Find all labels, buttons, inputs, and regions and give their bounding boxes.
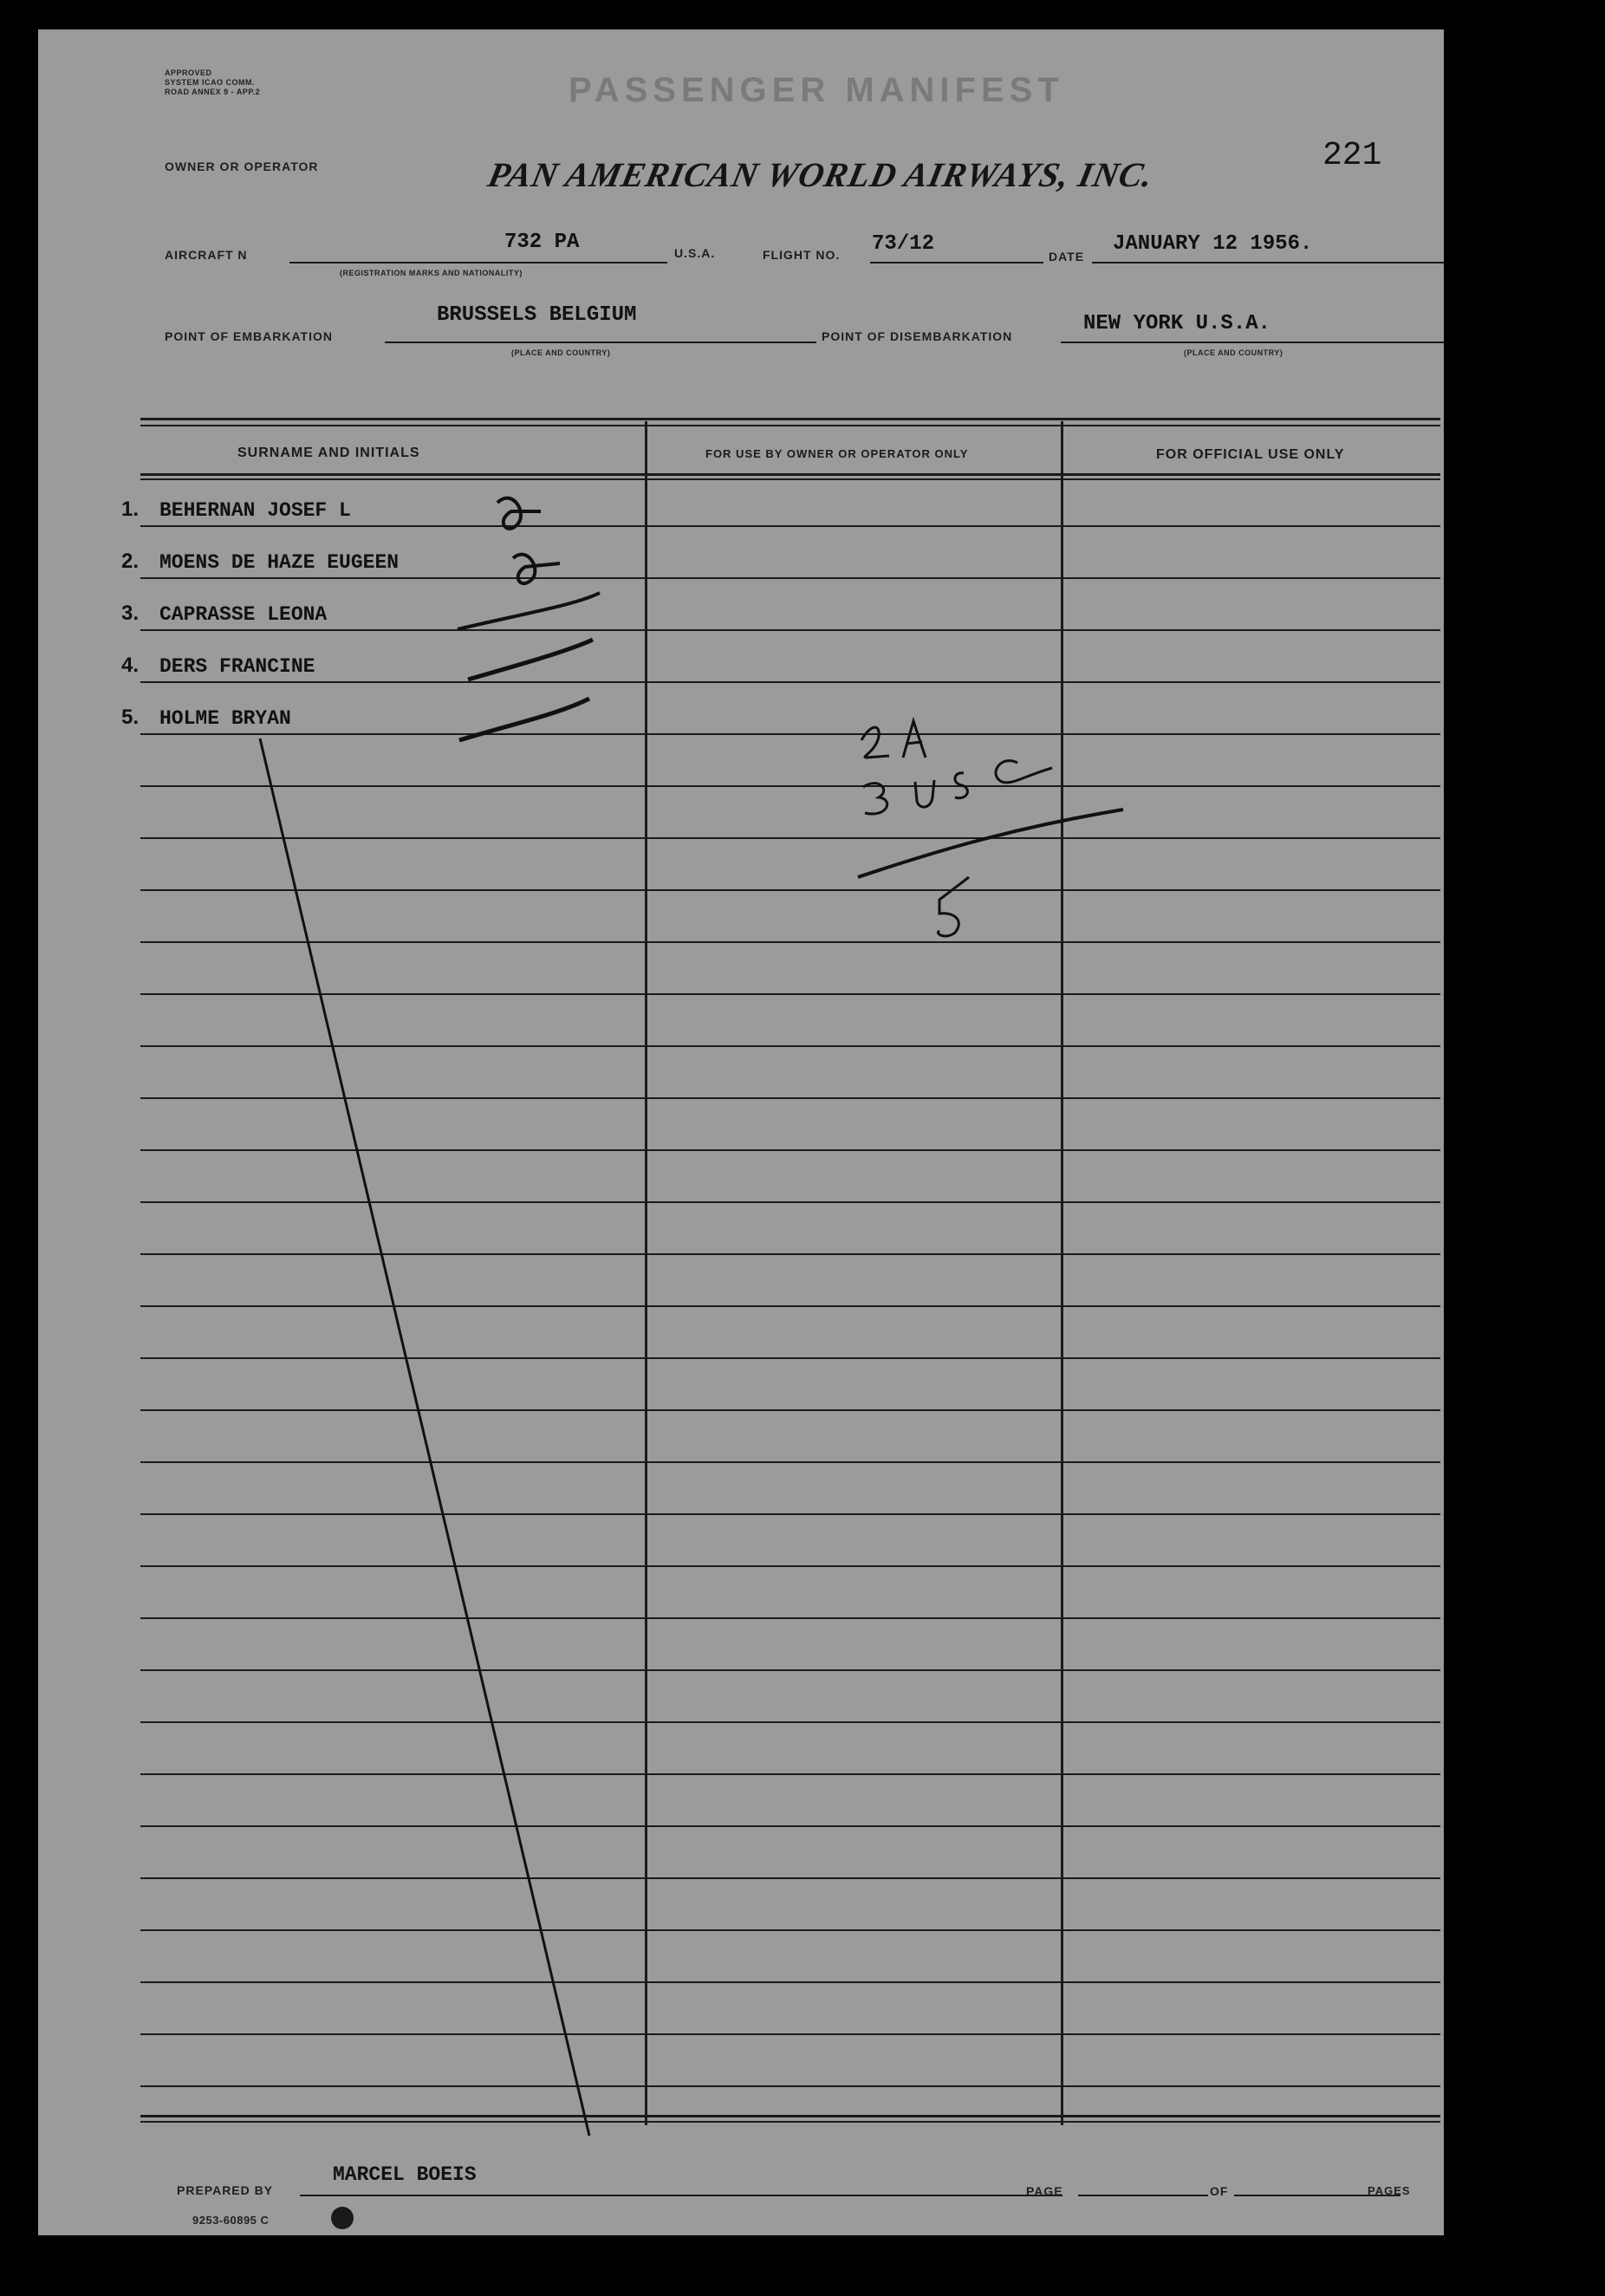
tally-s xyxy=(955,773,967,798)
disembark-value: NEW YORK U.S.A. xyxy=(1083,312,1271,335)
tally-total-five xyxy=(939,877,969,936)
tally-three xyxy=(863,784,887,814)
disembark-sublabel: (PLACE AND COUNTRY) xyxy=(1184,348,1283,357)
prepared-label: PREPARED BY xyxy=(177,2183,274,2197)
passenger-name: DERS FRANCINE xyxy=(159,655,315,678)
check-stroke-row4 xyxy=(468,640,593,680)
embark-value: BRUSSELS BELGIUM xyxy=(437,303,637,327)
pages-label: PAGES xyxy=(1368,2184,1411,2197)
approval-line: SYSTEM ICAO COMM. xyxy=(165,78,256,87)
page-label: PAGE xyxy=(1026,2184,1063,2198)
owner-label: OWNER OR OPERATOR xyxy=(165,159,319,173)
form-title: PASSENGER MANIFEST xyxy=(569,71,1064,109)
handwriting-overlay xyxy=(38,29,1444,2235)
embark-sublabel: (PLACE AND COUNTRY) xyxy=(511,348,611,357)
flight-label: FLIGHT NO. xyxy=(763,248,841,262)
owner-value: PAN AMERICAN WORLD AIRWAYS, INC. xyxy=(484,155,1158,194)
disembark-label: POINT OF DISEMBARKATION xyxy=(822,329,1013,343)
check-stroke-row5 xyxy=(459,699,589,740)
handwritten-mark-row1 xyxy=(497,498,541,529)
date-label: DATE xyxy=(1049,250,1085,263)
date-value: JANUARY 12 1956. xyxy=(1113,232,1313,256)
tally-underline xyxy=(858,810,1123,877)
check-stroke-row3 xyxy=(458,593,600,629)
of-label: OF xyxy=(1210,2184,1229,2198)
tally-two xyxy=(861,727,889,758)
column-header-owner-use: FOR USE BY OWNER OR OPERATOR ONLY xyxy=(705,447,969,460)
passenger-name: HOLME BRYAN xyxy=(159,707,291,730)
passenger-name: CAPRASSE LEONA xyxy=(159,603,328,626)
column-header-surname: SURNAME AND INITIALS xyxy=(237,446,420,460)
form-code: 9253-60895 C xyxy=(192,2214,270,2227)
embark-label: POINT OF EMBARKATION xyxy=(165,329,333,343)
tally-c xyxy=(996,761,1052,783)
approval-line: ROAD ANNEX 9 - APP.2 xyxy=(165,88,261,96)
passenger-name: BEHERNAN JOSEF L xyxy=(159,499,351,522)
tally-a xyxy=(903,721,926,758)
passenger-number: 3. xyxy=(121,602,140,625)
approval-line: APPROVED xyxy=(165,68,212,77)
handwritten-mark-row2 xyxy=(513,555,560,584)
passenger-number: 4. xyxy=(121,654,140,677)
document-number: 221 xyxy=(1322,137,1382,174)
passenger-number: 1. xyxy=(121,498,140,521)
flight-value: 73/12 xyxy=(872,232,935,256)
aircraft-value: 732 PA xyxy=(504,231,580,254)
column-header-official-use: FOR OFFICIAL USE ONLY xyxy=(1156,447,1345,462)
tally-u xyxy=(915,780,934,807)
strike-through-line xyxy=(260,738,589,2136)
prepared-value: MARCEL BOEIS xyxy=(333,2163,477,2186)
passenger-number: 2. xyxy=(121,550,140,573)
usa-label: U.S.A. xyxy=(674,246,716,260)
manifest-sheet xyxy=(38,29,1444,2235)
passenger-number: 5. xyxy=(121,706,140,729)
passenger-name: MOENS DE HAZE EUGEEN xyxy=(159,551,400,574)
aircraft-label: AIRCRAFT N xyxy=(165,248,248,262)
aircraft-sublabel: (REGISTRATION MARKS AND NATIONALITY) xyxy=(340,269,523,277)
